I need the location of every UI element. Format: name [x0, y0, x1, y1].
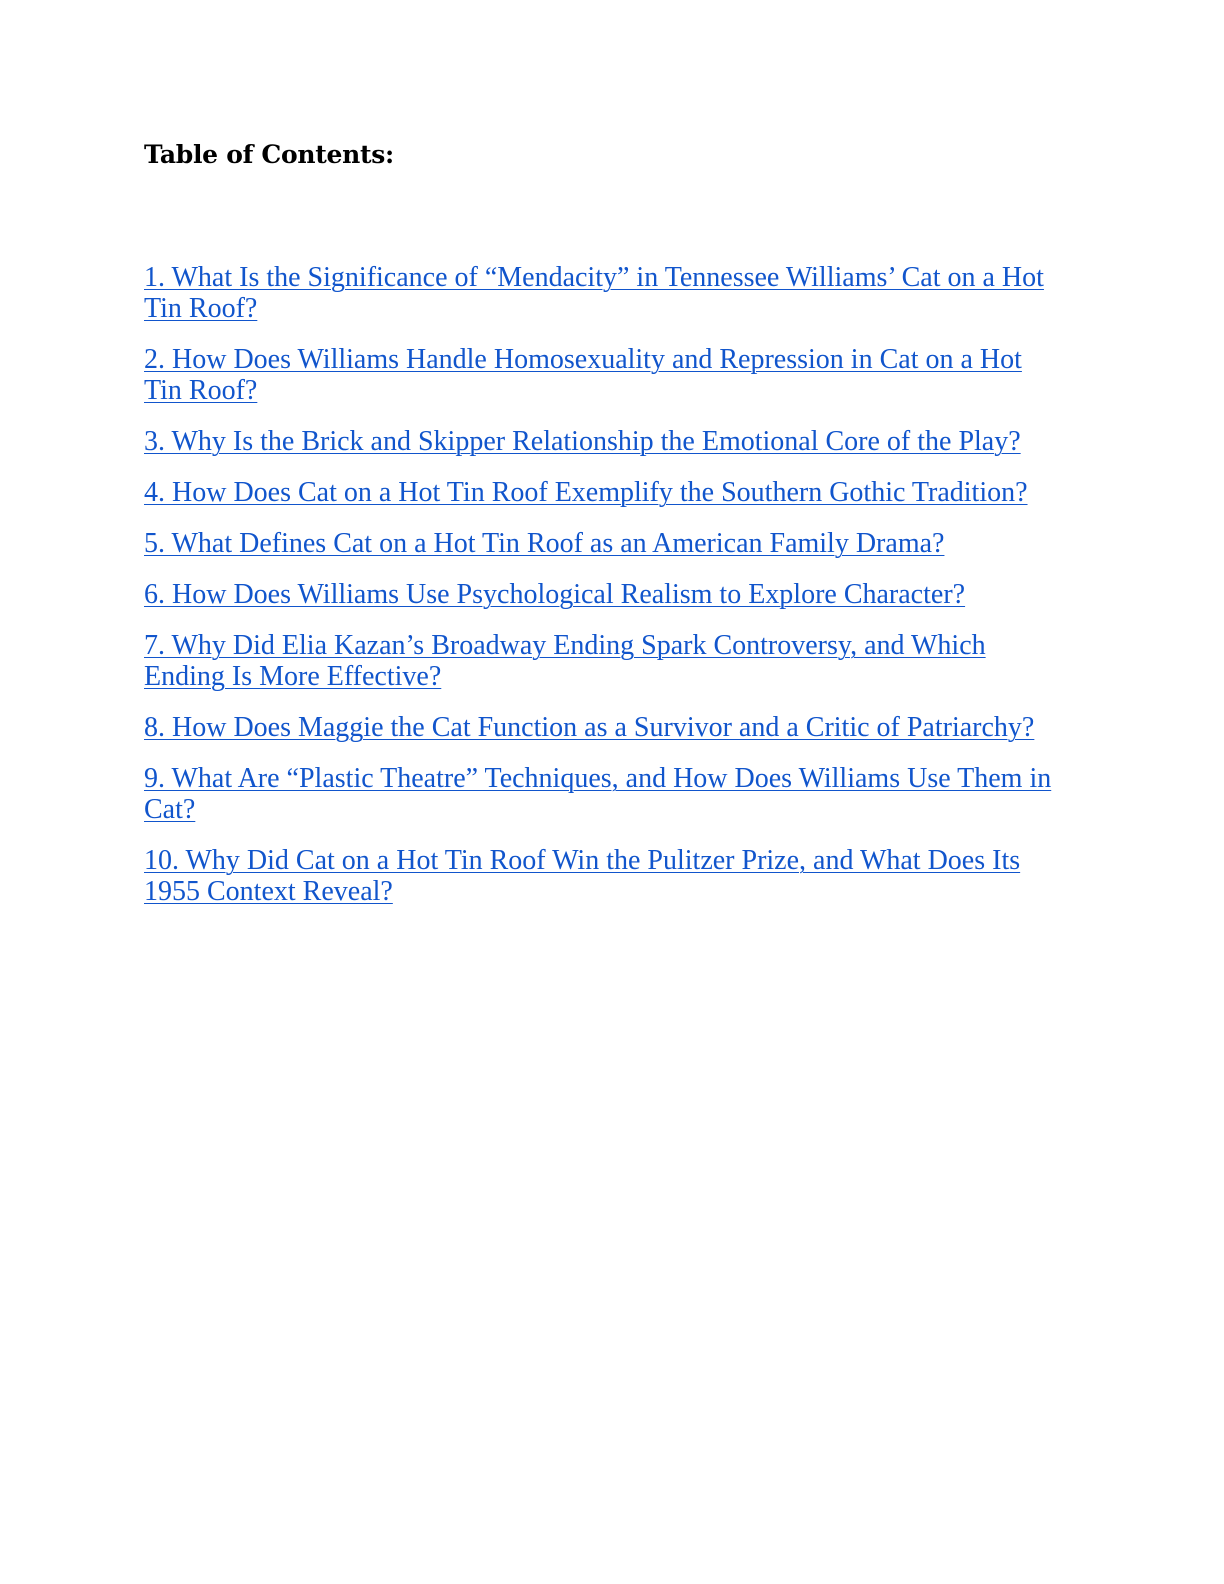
toc-item: [144, 262, 1064, 324]
toc-item: [144, 528, 1064, 559]
toc-item: [144, 579, 1064, 610]
toc-item: [144, 426, 1064, 457]
toc-item: [144, 344, 1064, 406]
toc-link-9[interactable]: 9. What Are “Plastic Theatre” Techniques, and How Does Williams Use Them in Cat?: [144, 763, 1052, 825]
toc-link-10[interactable]: 10. Why Did Cat on a Hot Tin Roof Win the Pulitzer Prize, and What Does Its 1955 Context Reveal?: [144, 845, 1021, 907]
toc-link-6[interactable]: 6. How Does Williams Use Psychological Realism to Explore Character?: [144, 579, 966, 610]
toc-item: [144, 630, 1064, 692]
toc-item: [144, 845, 1064, 907]
toc-item: [144, 477, 1064, 508]
toc-list: [144, 262, 1064, 927]
toc-link-1[interactable]: 1. What Is the Significance of “Mendacity” in Tennessee Williams’ Cat on a Hot Tin Roof?: [144, 262, 1044, 324]
toc-link-3[interactable]: 3. Why Is the Brick and Skipper Relationship the Emotional Core of the Play?: [144, 426, 1021, 457]
toc-heading: Table of Contents:: [144, 140, 394, 169]
toc-item: [144, 763, 1064, 825]
toc-link-4[interactable]: 4. How Does Cat on a Hot Tin Roof Exemplify the Southern Gothic Tradition?: [144, 477, 1028, 508]
toc-link-2[interactable]: 2. How Does Williams Handle Homosexuality and Repression in Cat on a Hot Tin Roof?: [144, 344, 1022, 406]
toc-link-5[interactable]: 5. What Defines Cat on a Hot Tin Roof as an American Family Drama?: [144, 528, 945, 559]
toc-link-7[interactable]: 7. Why Did Elia Kazan’s Broadway Ending Spark Controversy, and Which Ending Is More Effective?: [144, 630, 986, 692]
toc-link-8[interactable]: 8. How Does Maggie the Cat Function as a Survivor and a Critic of Patriarchy?: [144, 712, 1035, 743]
toc-item: [144, 712, 1064, 743]
